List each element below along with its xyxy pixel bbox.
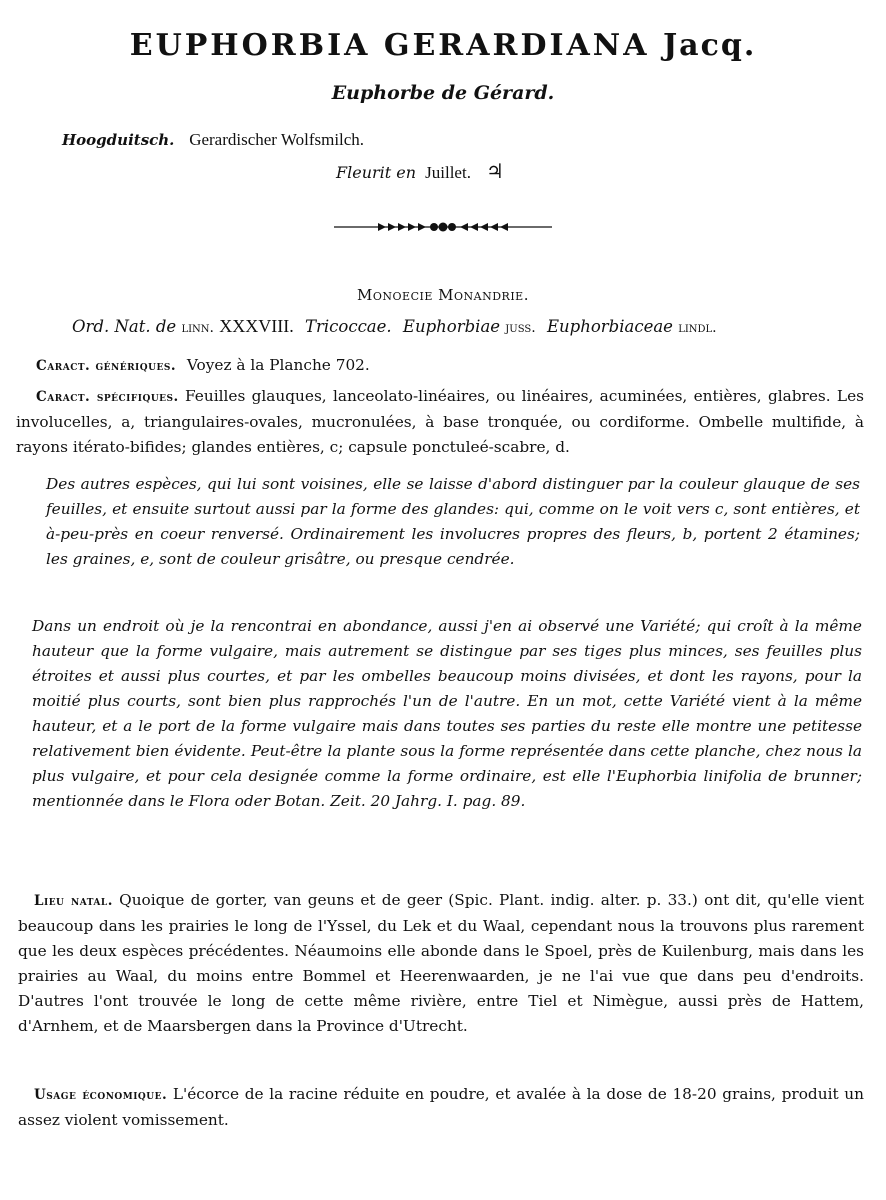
german-name: Gerardischer Wolfsmilch. (189, 130, 365, 149)
french-name: Euphorbe de Gérard. (331, 82, 555, 104)
habitat-section (18, 888, 864, 1039)
specific-characters (16, 384, 864, 460)
ord-number: XXXVIII. (219, 316, 294, 336)
linn-abbrev: linn. (181, 320, 214, 336)
generic-text: Voyez à la Planche 702. (186, 356, 370, 374)
euphorbiae: Euphorbiae (402, 317, 501, 336)
flowering-label: Fleurit en (336, 163, 417, 182)
tricoccae: Tricoccae. (304, 317, 392, 336)
note-paragraph-2: Dans un endroit où je la rencontrai en abondance, aussi j'en ai observé une Variété; qui croît à la même hauteur que la forme vulgaire, mais autrement se distingue par ses tiges plus minces, ses feuilles plus étroites et aussi plus courtes, et par les ombelles beaucoup moins divisées, et dont les rayons, pour la moitié plus courts, sont bien plus rapprochés l'un de l'autre. En un mot, cette Variété vient à la même hauteur, et a le port de la forme vulgaire mais dans toutes ses parties du reste elle montre une petitesse relativement bien évidente. Peut-être la plante sous la forme représentée dans cette planche, chez nous la plus vulgaire, et pour cela designée comme la forme ordinaire, est elle l'Euphorbia linifolia de brunner; mentionnée dans le Flora oder Botan. Zeit. 20 Jahrg. I. pag. 89. (32, 617, 862, 810)
flowering-line (336, 159, 504, 183)
perennial-symbol: ♃ (486, 159, 504, 183)
lindl-abbrev: lindl. (678, 320, 717, 336)
page-title (0, 28, 886, 63)
juss-abbrev: juss. (505, 320, 536, 336)
german-label: Hoogduitsch. (62, 131, 175, 149)
note-paragraph-1: Des autres espèces, qui lui sont voisines, elle se laisse d'abord distinguer par la couleur glauque de ses feuilles, et ensuite surtout aussi par la forme des glandes: qui, comme on le voit vers c, sont entières, et à-peu-près en coeur renversé. Ordinairement les involucres propres des fleurs, b, portent 2 étamines; les graines, e, sont de couleur grisâtre, ou presque cendrée. (46, 475, 860, 568)
title-species: EUPHORBIA GERARDIANA (129, 28, 650, 63)
ornament-divider (334, 220, 552, 234)
habitat-label: Lieu natal. (34, 893, 113, 909)
title-author: Jacq. (662, 28, 757, 63)
habitat-text: Quoique de gorter, van geuns et de geer (Spic. Plant. indig. alter. p. 33.) ont dit, qu'elle vient beaucoup dans les prairies le long de l'Yssel, du Lek et du Waal, cependant nous la trouvons plus rarement que les deux espèces précédentes. Néaumoins elle abonde dans le Spoel, près de Kuilenburg, mais dans les prairies au Waal, du moins entre Bommel et Heerenwaarden, je ne l'ai vue que dans peu d'endroits. D'autres l'ont trouvée le long de cette même rivière, entre Tiel et Nimègue, aussi près de Hattem, d'Arnhem, et de Maarsbergen dans la Province d'Utrecht. (18, 891, 864, 1035)
classification-heading: Monoecie Monandrie. (357, 286, 529, 304)
euphorbiaceae: Euphorbiaceae (546, 317, 673, 336)
generic-characters (36, 353, 862, 379)
ord-label: Ord. Nat. de (72, 317, 177, 336)
specific-label: Caract. spécifiques. (36, 389, 179, 405)
specific-text: Feuilles glauques, lanceolato-linéaires, ou linéaires, acuminées, entières, glabres. Les involucelles, a, triangulaires-ovales, mucronulées, à base tronquée, ou cordiforme. Ombelle multifide, à rayons itérato-bifides; glandes entières, c; capsule ponctuleé-scabre, d. (16, 387, 864, 456)
usage-text: L'écorce de la racine réduite en poudre, et avalée à la dose de 18-20 grains, produit un assez violent vomissement. (18, 1085, 864, 1129)
natural-order-line (72, 316, 717, 337)
generic-label: Caract. génériques. (36, 358, 177, 374)
flowering-month: Juillet. (425, 163, 471, 182)
usage-section (18, 1082, 864, 1133)
german-name-line (62, 130, 364, 150)
usage-label: Usage économique. (34, 1087, 168, 1103)
